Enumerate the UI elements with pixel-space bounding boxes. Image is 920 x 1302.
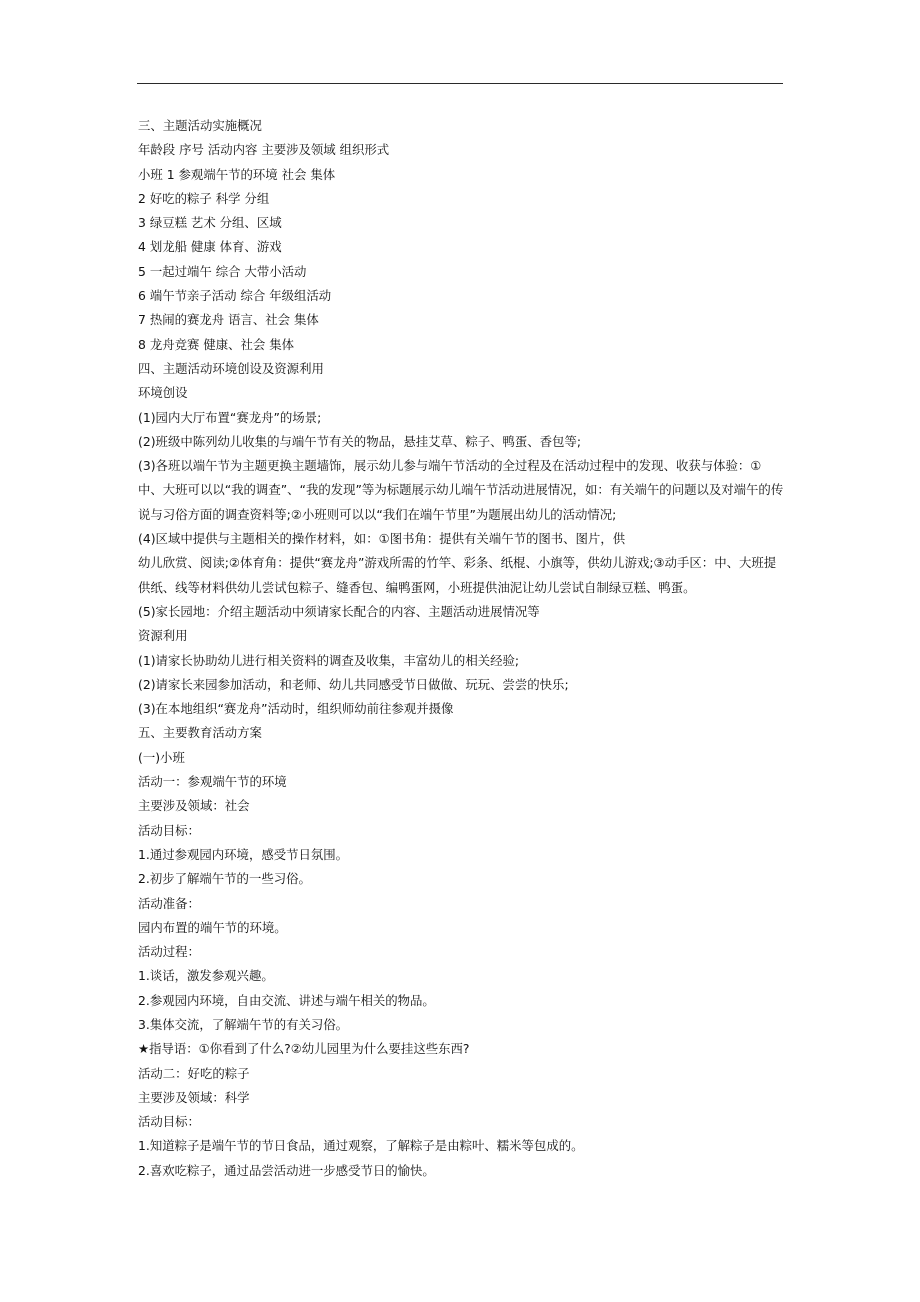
subheading-environment: 环境创设 <box>138 385 188 401</box>
text-line: 主要涉及领域：社会 <box>138 798 250 814</box>
text-line: 活动目标： <box>138 1114 200 1130</box>
section-heading-4: 四、主题活动环境创设及资源利用 <box>138 360 324 376</box>
table-row: 6 端午节亲子活动 综合 年级组活动 <box>138 288 332 304</box>
document-body <box>138 114 788 1183</box>
table-row: 3 绿豆糕 艺术 分组、区域 <box>138 215 282 231</box>
list-item-continuation: 幼儿欣赏、阅读;②体育角：提供“赛龙舟”游戏所需的竹竿、彩条、纸棍、小旗等，供幼儿游戏;③动手区：中、大班提供纸、线等材料供幼儿尝试包粽子、缝香包、编鸭蛋网，小班提供油泥让幼儿尝试自制绿豆糕、鸭蛋。 <box>138 555 777 595</box>
table-header-row: 年龄段 序号 活动内容 主要涉及领域 组织形式 <box>138 142 390 158</box>
table-row: 小班 1 参观端午节的环境 社会 集体 <box>138 166 336 182</box>
text-line: 活动过程： <box>138 944 200 960</box>
activity-title: 活动二：好吃的粽子 <box>138 1065 250 1081</box>
text-line: 2.参观园内环境，自由交流、讲述与端午相关的物品。 <box>138 992 435 1008</box>
table-row: 8 龙舟竞赛 健康、社会 集体 <box>138 336 294 352</box>
list-item: (4)区域中提供与主题相关的操作材料，如：①图书角：提供有关端午节的图书、图片，供 <box>138 531 626 547</box>
list-item: (2)班级中陈列幼儿收集的与端午节有关的物品，悬挂艾草、粽子、鸭蛋、香包等; <box>138 433 582 449</box>
activity-title: 活动一：参观端午节的环境 <box>138 774 287 790</box>
subheading-resources: 资源利用 <box>138 628 188 644</box>
list-item: (1)请家长协助幼儿进行相关资料的调查及收集，丰富幼儿的相关经验; <box>138 652 520 668</box>
section-heading-5: 五、主要教育活动方案 <box>138 725 262 741</box>
subheading-small-class: (一)小班 <box>138 749 185 765</box>
text-line: 主要涉及领域：科学 <box>138 1089 250 1105</box>
section-heading-3: 三、主题活动实施概况 <box>138 118 262 133</box>
text-line: 3.集体交流，了解端午节的有关习俗。 <box>138 1016 349 1032</box>
text-line: 2.初步了解端午节的一些习俗。 <box>138 871 311 887</box>
table-row: 5 一起过端午 综合 大带小活动 <box>138 263 307 279</box>
text-line: 1.知道粽子是端午节的节日食品，通过观察，了解粽子是由粽叶、糯米等包成的。 <box>138 1138 584 1154</box>
table-row: 7 热闹的赛龙舟 语言、社会 集体 <box>138 312 319 328</box>
text-line: 2.喜欢吃粽子，通过品尝活动进一步感受节日的愉快。 <box>138 1162 435 1178</box>
text-line: 1.通过参观园内环境，感受节日氛围。 <box>138 846 349 862</box>
list-item: (5)家长园地：介绍主题活动中须请家长配合的内容、主题活动进展情况等 <box>138 603 540 619</box>
table-row: 4 划龙船 健康 体育、游戏 <box>138 239 282 255</box>
text-line: ★指导语：①你看到了什么?②幼儿园里为什么要挂这些东西? <box>138 1041 470 1057</box>
table-row: 2 好吃的粽子 科学 分组 <box>138 190 270 206</box>
list-item: (2)请家长来园参加活动，和老师、幼儿共同感受节日做做、玩玩、尝尝的快乐; <box>138 676 569 692</box>
list-item: (1)园内大厅布置“赛龙舟”的场景; <box>138 409 322 425</box>
list-item: (3)各班以端午节为主题更换主题墙饰，展示幼儿参与端午节活动的全过程及在活动过程中的发现、收获与体验：①中、大班可以以“我的调查”、“我的发现”等为标题展示幼儿端午节活动进展情况，如：有关端午的问题以及对端午的传说与习俗方面的调查资料等;②小班则可以以“我们在端午节里”为题展出幼儿的活动情况; <box>138 458 784 522</box>
text-line: 活动准备： <box>138 895 200 911</box>
text-line: 活动目标： <box>138 822 200 838</box>
header-rule <box>137 83 783 84</box>
text-line: 1.谈话，激发参观兴趣。 <box>138 968 274 984</box>
text-line: 园内布置的端午节的环境。 <box>138 919 287 935</box>
list-item: (3)在本地组织“赛龙舟”活动时，组织师幼前往参观并摄像 <box>138 701 454 717</box>
